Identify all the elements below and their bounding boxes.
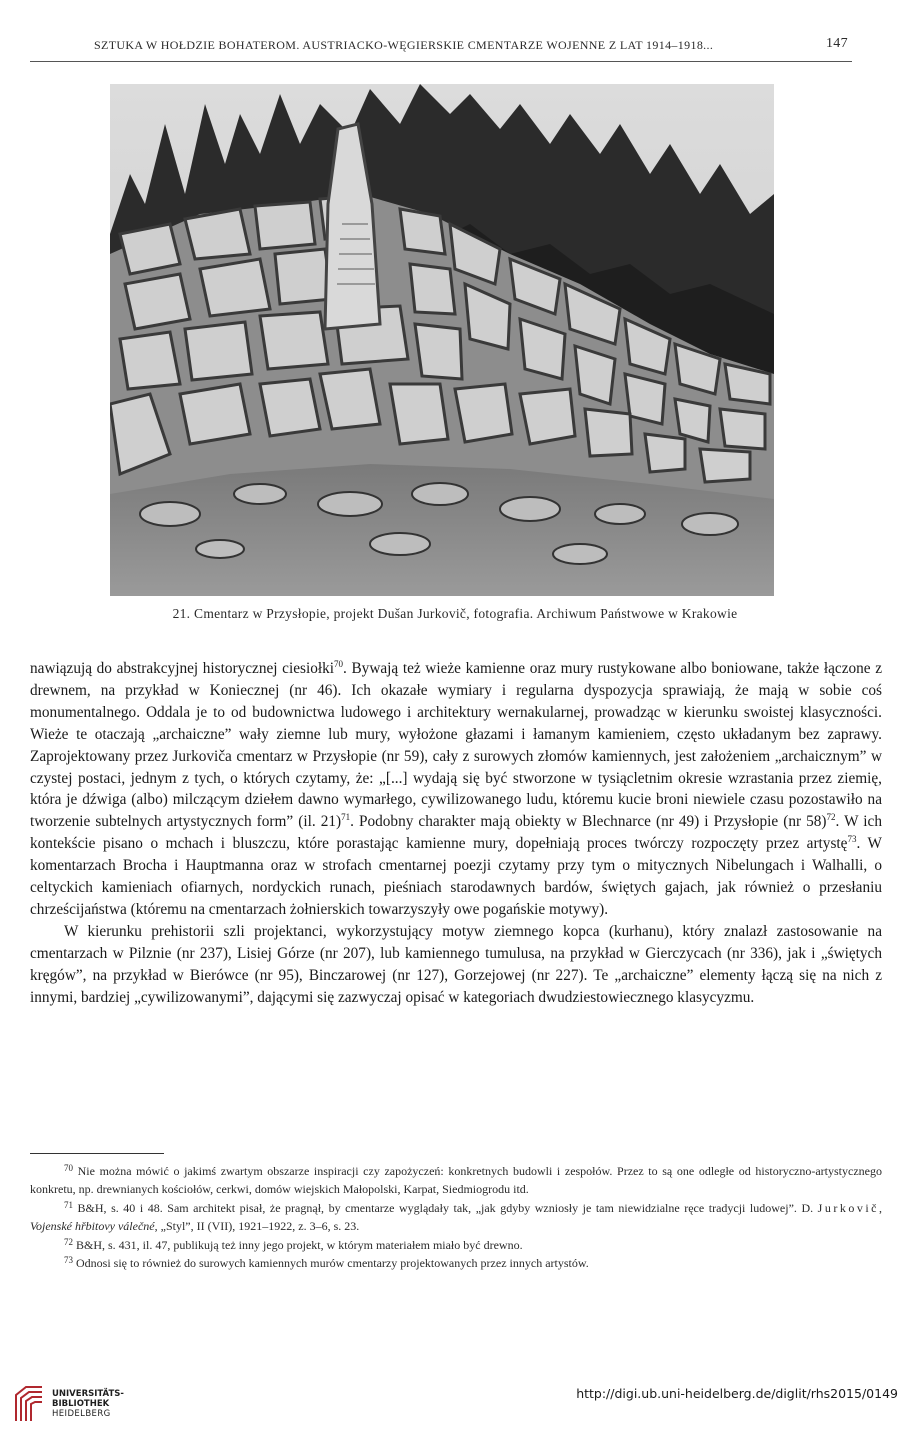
library-logo-text: UNIVERSITÄTS- BIBLIOTHEK HEIDELBERG [52, 1389, 124, 1419]
paragraph-1: nawiązują do abstrakcyjnej historycznej ciesiołki$^{70}$. Bywają też wieże kamienne oraz mury rustykowane albo boniowane, także łączone z drewnem, na przykład w Koniecznej (nr 46). Ich okazałe wymiary i regularna dyspozycja sprawiają, że mają w sobie coś monumentalnego. Oddala je to od budownictwa ludowego i architektury wernakularnej, prowadząc w kierunku swoistej klasyczności. Wieże te otaczają „archaiczne” wały ziemne lub mury, wyłożone głazami i łamanym kamieniem, często układanym bez zaprawy. Zaprojektowany przez Jurkoviča cmentarz w Przysłopie (nr 59), cały z surowych złomów kamiennych, jest założeniem „archaicznym” w czystej postaci, jednym z tych, o których czytamy, że: „[...] wydają się być stworzone w tysiącletnim okresie wzrastania przez ziemię, która je dźwiga (albo) milczącym dziełem dawno wymarłego, cywilizowanego ludu, któremu kucie broni niewiele czasu pozostawiło na tworzenie subtelnych artystycznych form” (il. 21)$^{71}$. Podobny charakter mają obiekty w Blechnarce (nr 49) i Przysłopie (nr 58)$^{72}$. W ich kontekście pisano o mchach i bluszczu, które porastając kamienne mury, dopełniają proces twórczy rozpoczęty przez artystę$^{73}$. W komentarzach Brocha i Hauptmanna oraz w strofach cmentarnej poezji czytamy przy tym o mitycznych Nibelungach i Walhalli, o celtyckich kamieniach ofiarnych, nordyckich runach, pieśniach starodawnych bardów, świętych gajach, jak również o przesłaniu chrześcijaństwa (któremu na cmentarzach żołnierskich towarzyszyły owe pogańskie motywy). [30, 659, 882, 918]
footnote-70: $^{70}$ Nie można mówić o jakimś zwartym obszarze inspiracji czy zapożyczeń: konkretnych budowli i zespołów. Przez to są one odległe od historyczno-artystycznego konkretu, np. drewnianych kościołów, cerkwi, domów wiejskich Małopolski, Karpat, Siedmiogrodu itd. [30, 1163, 882, 1197]
cemetery-photograph [110, 84, 774, 596]
page-number: 147 [825, 36, 848, 51]
running-title: SZTUKA W HOŁDZIE BOHATEROM. AUSTRIACKO-WĘGIERSKIE CMENTARZE WOJENNE Z LAT 1914–1918... [94, 38, 714, 52]
stone-wall-photo-illustration [110, 84, 774, 596]
header-rule [30, 61, 852, 62]
footnote-ref-70[interactable]: 70 [334, 659, 343, 669]
footnote-ref-71[interactable]: 71 [341, 812, 351, 823]
source-url-link[interactable]: http://digi.ub.uni-heidelberg.de/diglit/rhs2015/0149 [576, 1386, 898, 1401]
footnotes [30, 1162, 882, 1272]
figure-caption: 21. Cmentarz w Przysłopie, projekt Dušan Jurkovič, fotografia. Archiwum Państwowe w Krakowie [172, 606, 738, 621]
footnote-71: $^{71}$ B&H, s. 40 i 48. Sam architekt pisał, że pragnął, by cmentarze wyglądały tak, „jak gdyby wzniosły je tam niewidzialne ręce tradycji ludowej”. D. Jurkovič, Vojenské hřbitovy válečné, „Styl”, II (VII), 1921–1922, z. 3–6, s. 23. [30, 1199, 882, 1234]
paragraph-2: W kierunku prehistorii szli projektanci, wykorzystujący motyw ziemnego kopca (kurhanu), który znalazł zastosowanie na cmentarzach w Pilznie (nr 237), Lisiej Górze (nr 207), lub kamiennego tumulusa, na przykład w Gierczycach (nr 336), jak i „świętych kręgów”, na przykład w Bierówce (nr 95), Binczarowej (nr 127), Gorzejowej (nr 227). Te „archaiczne” elementy łączą się na nich z innymi, bardziej „cywilizowanymi”, dającymi się zazwyczaj opisać w kategoriach dwudziestowiecznego klasycyzmu. [30, 922, 882, 1006]
footnote-ref-72[interactable]: 72 [826, 812, 836, 823]
footnote-72: $^{72}$ B&H, s. 431, il. 47, publikują też inny jego projekt, w którym materiałem miało być drewno. [64, 1236, 523, 1252]
main-text [30, 658, 882, 1009]
footnote-73: $^{73}$ Odnosi się to również do surowych kamiennych murów cmentarzy projektowanych przez innych artystów. [64, 1255, 589, 1271]
footnote-rule [30, 1153, 164, 1154]
footnote-ref-73[interactable]: 73 [847, 834, 857, 845]
